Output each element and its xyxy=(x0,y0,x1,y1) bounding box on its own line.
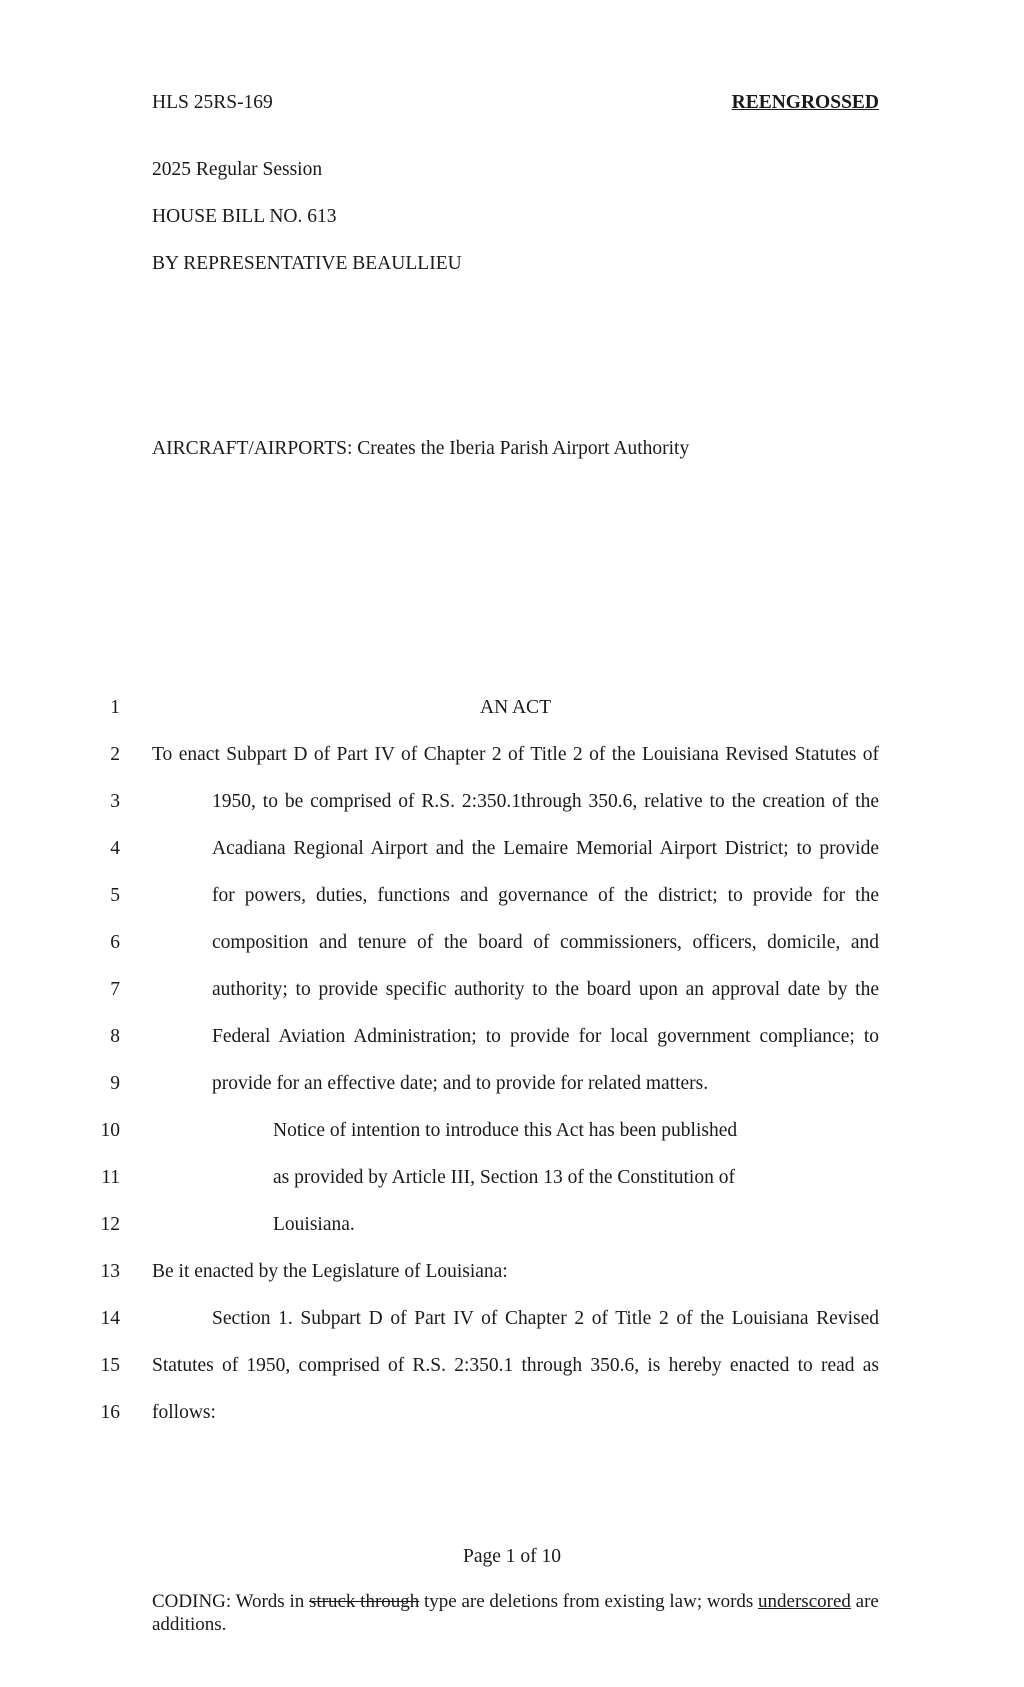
coding-suffix: are additions. xyxy=(152,1591,879,1635)
line-text: To enact Subpart D of Part IV of Chapter 2 of Title 2 of the Louisiana Revised Statutes of xyxy=(152,744,879,765)
bill-line xyxy=(0,744,1024,774)
bill-line xyxy=(0,1355,1024,1385)
bill-line xyxy=(0,791,1024,821)
line-text: authority; to provide specific authority to the board upon an approval date by the xyxy=(212,979,879,1000)
bill-line xyxy=(0,1026,1024,1056)
bill-line xyxy=(0,979,1024,1009)
bill-line xyxy=(0,885,1024,915)
line-number: 4 xyxy=(110,838,120,859)
line-number: 13 xyxy=(100,1261,120,1282)
notice-text: Louisiana. xyxy=(273,1214,355,1235)
line-text: provide for an effective date; and to provide for related matters. xyxy=(212,1073,709,1094)
line-number: 3 xyxy=(110,791,120,812)
notice-text: as provided by Article III, Section 13 of the Constitution of xyxy=(273,1167,735,1188)
line-text: composition and tenure of the board of commissioners, officers, domicile, and xyxy=(212,932,879,953)
document-status: REENGROSSED xyxy=(731,92,879,113)
line-number: 8 xyxy=(110,1026,120,1047)
bill-number: HOUSE BILL NO. 613 xyxy=(152,206,337,227)
notice-text: Notice of intention to introduce this Act has been published xyxy=(273,1120,738,1141)
line-number: 12 xyxy=(100,1214,120,1235)
coding-struck-example: struck through xyxy=(308,1591,420,1612)
bill-line xyxy=(0,1402,1024,1432)
session-label: 2025 Regular Session xyxy=(152,159,323,180)
bill-digest: AIRCRAFT/AIRPORTS: Creates the Iberia Parish Airport Authority xyxy=(152,438,690,459)
bill-line xyxy=(0,1120,1024,1150)
line-number: 16 xyxy=(100,1402,120,1423)
line-number: 14 xyxy=(100,1308,120,1329)
page-number: Page 1 of 10 xyxy=(462,1546,562,1567)
line-number: 6 xyxy=(110,932,120,953)
bill-line xyxy=(0,1214,1024,1244)
line-text: follows: xyxy=(152,1402,216,1423)
coding-middle: type are deletions from existing law; words xyxy=(419,1591,759,1612)
line-number: 11 xyxy=(101,1167,120,1188)
bill-line xyxy=(0,1308,1024,1338)
line-text: 1950, to be comprised of R.S. 2:350.1through 350.6, relative to the creation of the xyxy=(212,791,879,812)
line-text: Acadiana Regional Airport and the Lemaire Memorial Airport District; to provide xyxy=(212,838,879,859)
line-number: 5 xyxy=(110,885,120,906)
line-number: 10 xyxy=(100,1120,120,1141)
line-number: 2 xyxy=(110,744,120,765)
line-number: 7 xyxy=(110,979,120,1000)
line-text: Section 1. Subpart D of Part IV of Chapter 2 of Title 2 of the Louisiana Revised xyxy=(212,1308,879,1329)
line-number: 1 xyxy=(110,697,120,718)
bill-line xyxy=(0,932,1024,962)
line-text: for powers, duties, functions and governance of the district; to provide for the xyxy=(212,885,879,906)
bill-line xyxy=(0,1261,1024,1291)
document-id: HLS 25RS-169 xyxy=(152,92,273,113)
coding-underscored-example: underscored xyxy=(758,1591,851,1612)
line-text: Federal Aviation Administration; to provide for local government compliance; to xyxy=(212,1026,879,1047)
line-text: Statutes of 1950, comprised of R.S. 2:350.1 through 350.6, is hereby enacted to read as xyxy=(152,1355,879,1376)
coding-note xyxy=(152,1590,879,1636)
bill-line xyxy=(0,697,1024,727)
bill-sponsor: BY REPRESENTATIVE BEAULLIEU xyxy=(152,253,462,274)
bill-line xyxy=(0,838,1024,868)
bill-line xyxy=(0,1167,1024,1197)
line-number: 9 xyxy=(110,1073,120,1094)
line-number: 15 xyxy=(100,1355,120,1376)
act-title: AN ACT xyxy=(480,697,551,718)
coding-prefix: CODING: Words in xyxy=(152,1591,309,1612)
enacting-clause: Be it enacted by the Legislature of Louisiana: xyxy=(152,1261,508,1282)
bill-line xyxy=(0,1073,1024,1103)
